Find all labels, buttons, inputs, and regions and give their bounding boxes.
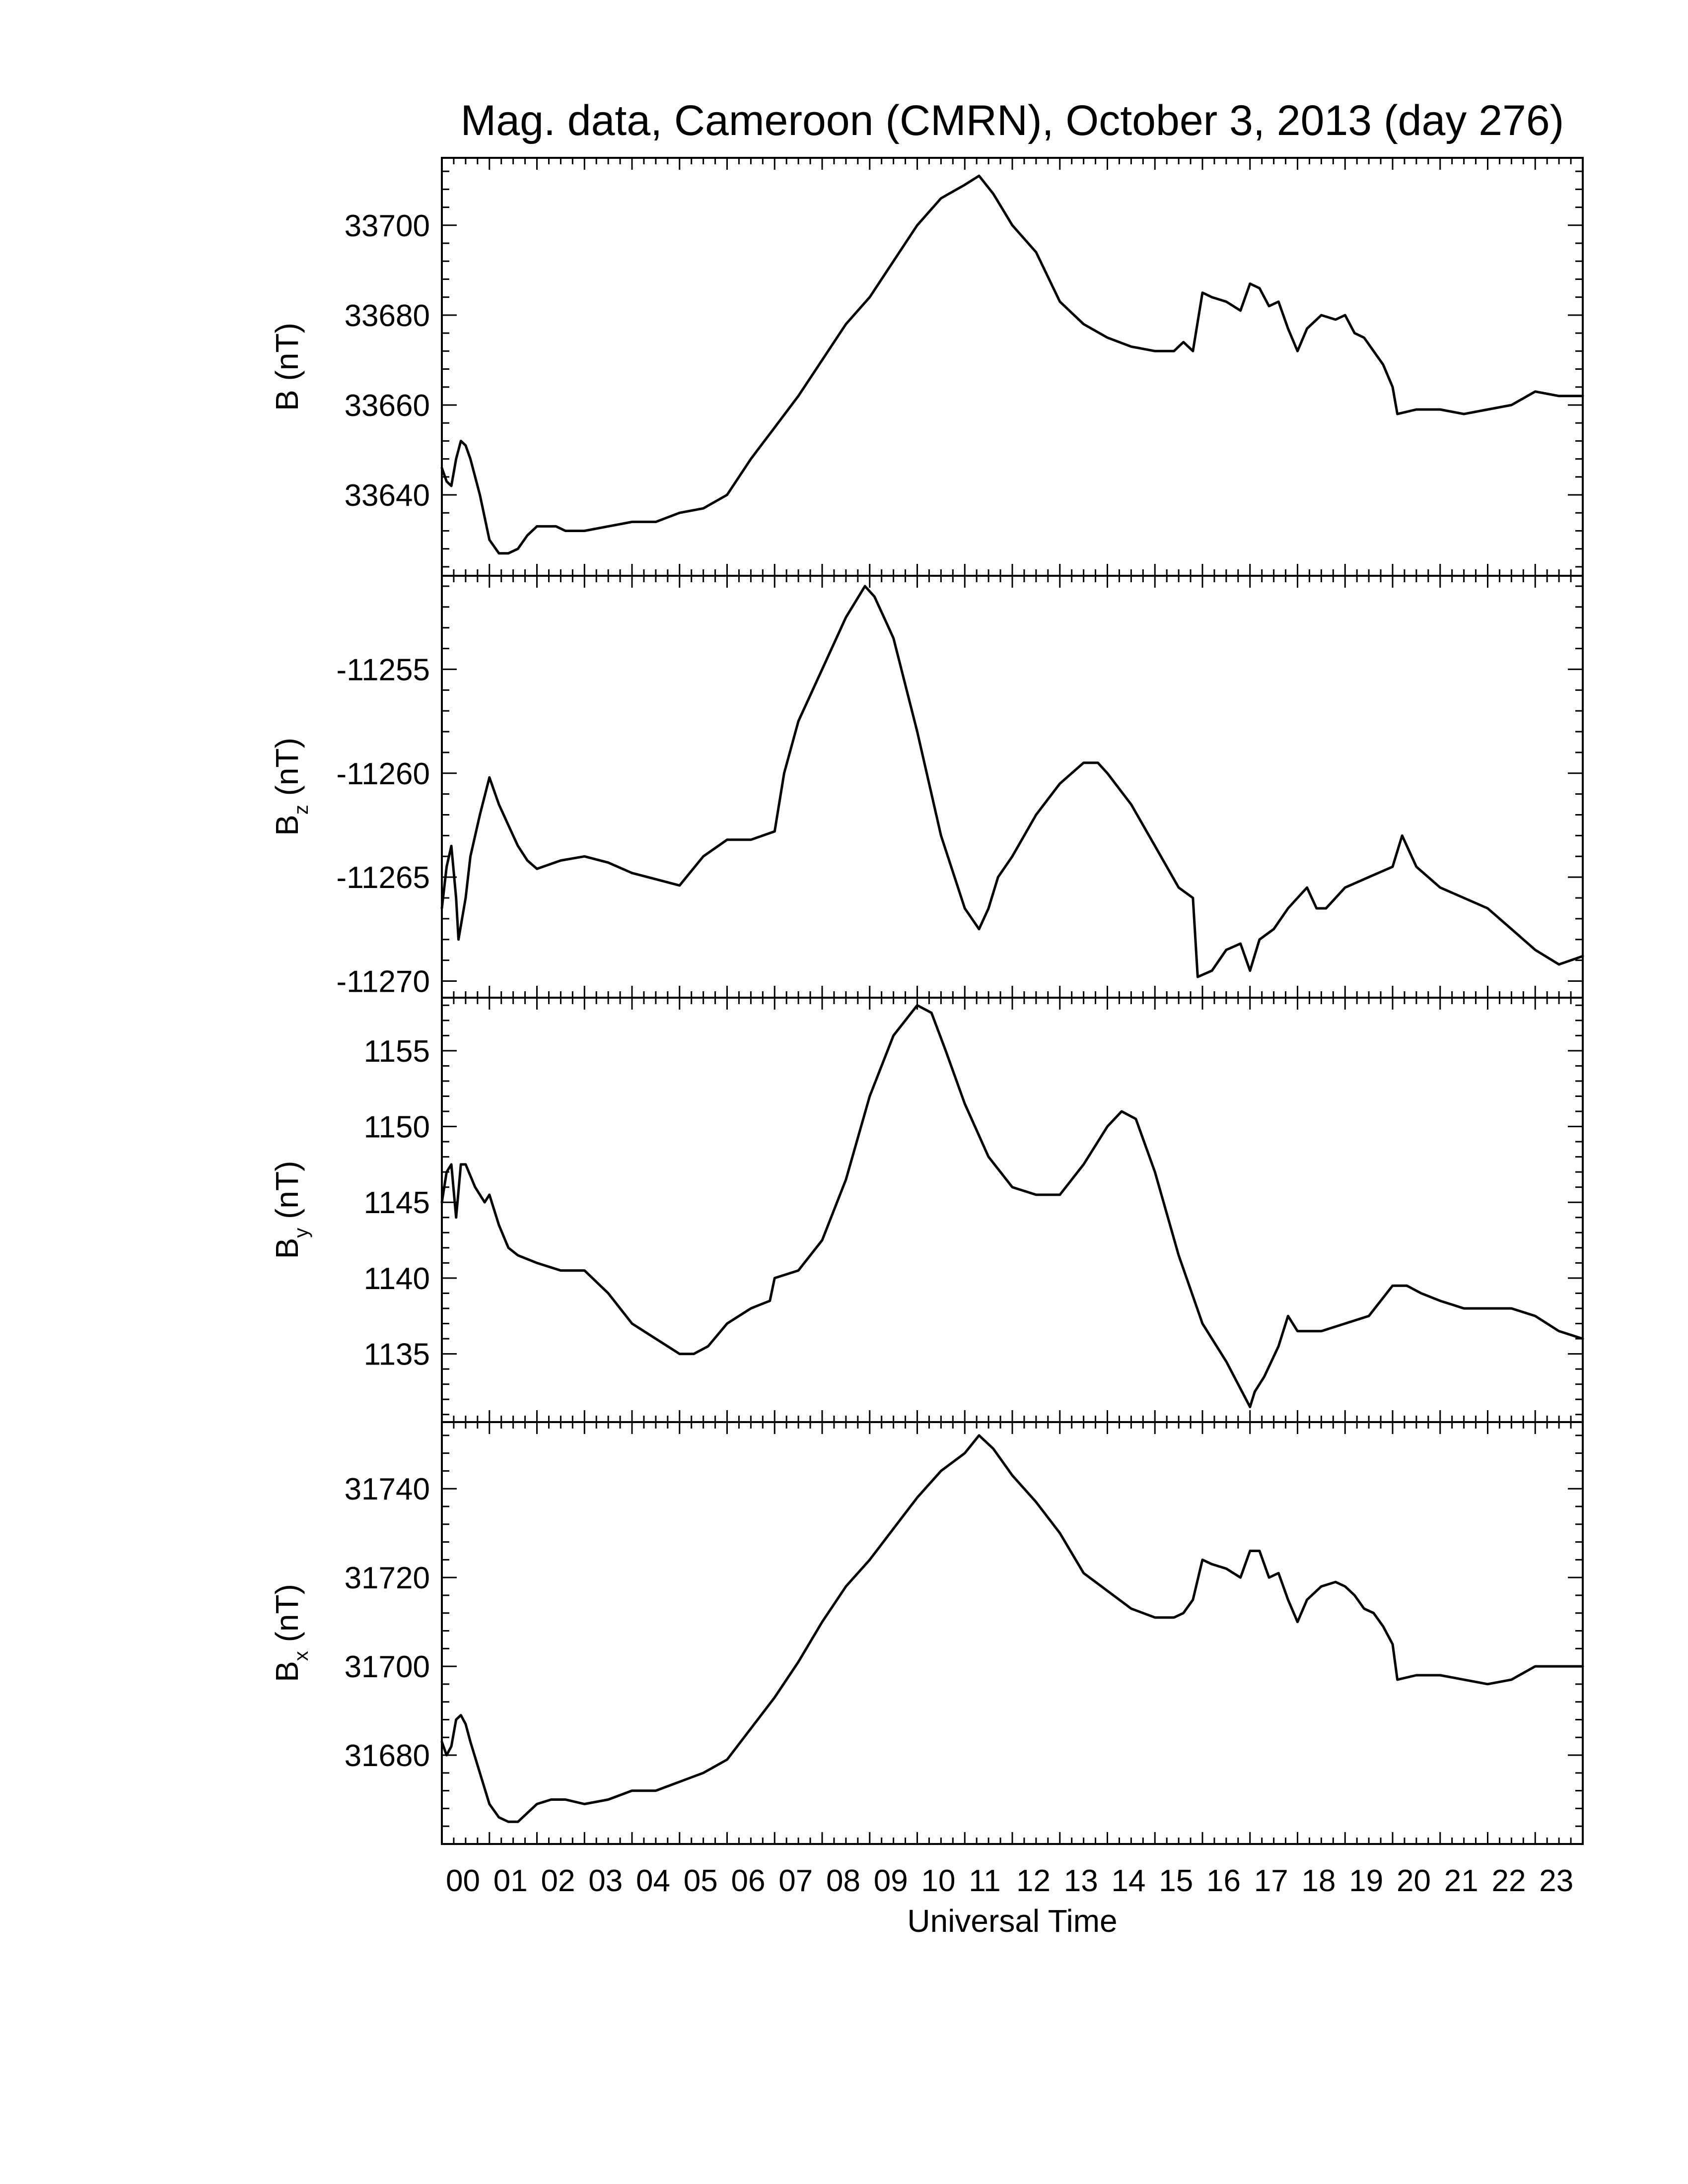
data-series-line bbox=[442, 586, 1583, 977]
panel-3 bbox=[269, 998, 1583, 1422]
y-tick-label: 31700 bbox=[344, 1650, 430, 1685]
x-tick-label: 14 bbox=[1111, 1864, 1146, 1898]
x-tick-label: 17 bbox=[1254, 1864, 1288, 1898]
y-tick-label: 33660 bbox=[344, 388, 430, 423]
y-axis-title-symbol: B bbox=[269, 390, 305, 411]
y-axis-title-symbol: B bbox=[269, 1661, 305, 1682]
panel-frame bbox=[442, 576, 1583, 998]
y-axis-title-symbol: B bbox=[269, 815, 305, 836]
x-tick-label: 05 bbox=[683, 1864, 718, 1898]
x-tick-label: 12 bbox=[1016, 1864, 1051, 1898]
y-axis-title bbox=[269, 1584, 312, 1682]
y-tick-label: 31680 bbox=[344, 1739, 430, 1774]
y-axis-title bbox=[269, 323, 305, 411]
y-tick-label: 33640 bbox=[344, 478, 430, 513]
y-tick-label: -11255 bbox=[336, 653, 430, 687]
y-tick-label: 31740 bbox=[344, 1472, 430, 1507]
y-tick-label: 1155 bbox=[363, 1034, 430, 1069]
y-axis-title bbox=[269, 1161, 312, 1259]
x-tick-label: 13 bbox=[1063, 1864, 1098, 1898]
x-tick-label: 19 bbox=[1349, 1864, 1384, 1898]
y-tick-label: 33680 bbox=[344, 298, 430, 333]
y-axis-title-unit: (nT) bbox=[269, 1584, 305, 1651]
y-tick-label: 1135 bbox=[363, 1337, 430, 1372]
y-tick-label: 33700 bbox=[344, 208, 430, 243]
panel-frame bbox=[442, 998, 1583, 1422]
chart-title: Mag. data, Cameroon (CMRN), October 3, 2013 (day 276) bbox=[460, 97, 1564, 144]
y-tick-label: 1145 bbox=[363, 1186, 430, 1221]
x-tick-label: 20 bbox=[1397, 1864, 1431, 1898]
y-tick-label: 1150 bbox=[363, 1110, 430, 1145]
panel-4 bbox=[269, 1422, 1583, 1844]
x-tick-label: 21 bbox=[1444, 1864, 1478, 1898]
y-tick-label: -11270 bbox=[336, 964, 430, 999]
panel-2 bbox=[269, 576, 1583, 999]
x-tick-label: 02 bbox=[541, 1864, 575, 1898]
panels-group bbox=[269, 158, 1583, 1844]
data-series-line bbox=[442, 1435, 1583, 1822]
x-tick-label: 08 bbox=[826, 1864, 860, 1898]
panel-frame bbox=[442, 1422, 1583, 1844]
x-tick-label: 09 bbox=[873, 1864, 908, 1898]
x-axis bbox=[446, 1864, 1573, 1898]
y-axis-title-unit: (nT) bbox=[269, 1160, 305, 1228]
x-tick-label: 11 bbox=[969, 1864, 1001, 1898]
data-series-line bbox=[442, 176, 1583, 553]
x-tick-label: 23 bbox=[1539, 1864, 1574, 1898]
x-tick-label: 15 bbox=[1159, 1864, 1194, 1898]
y-tick-label: 1140 bbox=[363, 1261, 430, 1296]
x-tick-label: 01 bbox=[493, 1864, 528, 1898]
y-axis-title-unit: (nT) bbox=[269, 323, 305, 390]
y-axis-title-subscript: x bbox=[290, 1651, 312, 1661]
y-axis-title-symbol: B bbox=[269, 1237, 305, 1259]
x-tick-label: 03 bbox=[588, 1864, 623, 1898]
y-axis-title bbox=[269, 738, 312, 836]
x-tick-label: 22 bbox=[1491, 1864, 1526, 1898]
y-axis-title-subscript: y bbox=[290, 1228, 312, 1238]
y-tick-label: -11260 bbox=[336, 756, 430, 791]
panel-1 bbox=[269, 158, 1583, 576]
x-tick-label: 10 bbox=[921, 1864, 956, 1898]
y-axis-title-unit: (nT) bbox=[269, 738, 305, 805]
x-tick-label: 07 bbox=[778, 1864, 813, 1898]
x-tick-label: 04 bbox=[636, 1864, 670, 1898]
x-tick-label: 18 bbox=[1301, 1864, 1336, 1898]
panel-frame bbox=[442, 158, 1583, 576]
y-tick-label: -11265 bbox=[336, 861, 430, 895]
data-series-line bbox=[442, 1005, 1583, 1407]
x-tick-label: 16 bbox=[1206, 1864, 1241, 1898]
y-tick-label: 31720 bbox=[344, 1561, 430, 1596]
x-tick-label: 06 bbox=[731, 1864, 766, 1898]
y-axis-title-subscript: z bbox=[290, 805, 312, 815]
x-tick-label: 00 bbox=[446, 1864, 480, 1898]
x-axis-title: Universal Time bbox=[907, 1903, 1118, 1939]
